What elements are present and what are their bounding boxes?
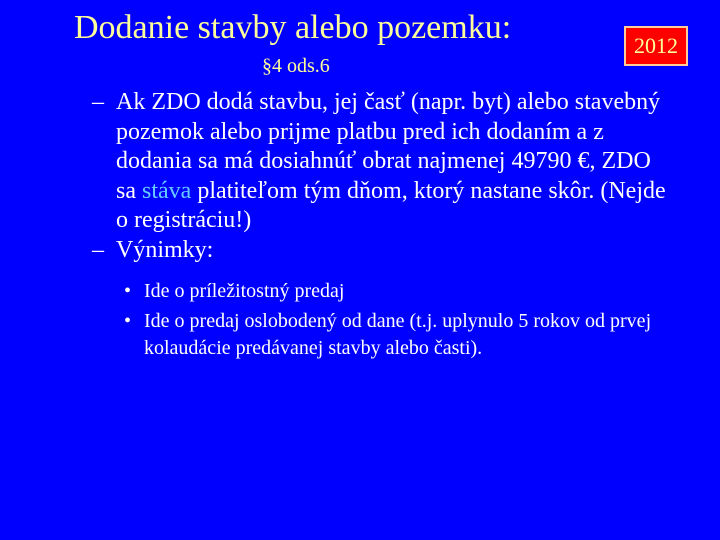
dash-marker: – [92, 236, 104, 263]
exceptions-list [124, 278, 712, 362]
bullet-text: Výnimky: [116, 236, 214, 263]
text-before-highlight: Ak ZDO dodá stavbu, jej časť (napr. byt) alebo stavebný pozemok alebo prijme platbu pred ich dodaním a z dodania sa má dosiahnúť obrat najmenej 49790 €, ZDO sa [116, 89, 661, 204]
slide-title: Dodanie stavby alebo pozemku: [74, 9, 512, 46]
sub-bullet-text: Ide o predaj oslobodený od dane (t.j. uplynulo 5 rokov od prvej kolaudácie predávanej stavby alebo časti). [144, 310, 652, 359]
bullet-dot: • [124, 310, 132, 332]
sub-bullet-occasional-sale [124, 278, 674, 305]
slide-body [92, 88, 712, 365]
bullet-text [116, 88, 676, 236]
bullet-dot: • [124, 280, 132, 302]
year-badge: 2012 [624, 26, 688, 66]
slide-subtitle: §4 ods.6 [262, 55, 330, 77]
dash-marker: – [92, 89, 104, 115]
bullet-item-exceptions [92, 236, 712, 266]
bullet-item-registration [92, 88, 712, 236]
highlighted-word: stáva [142, 177, 192, 204]
sub-bullet-text: Ide o príležitostný predaj [144, 280, 345, 302]
sub-bullet-exempt-sale [124, 308, 674, 362]
text-after-highlight: platiteľom tým dňom, ktorý nastane skôr. (Nejde o registráciu!) [116, 177, 666, 233]
